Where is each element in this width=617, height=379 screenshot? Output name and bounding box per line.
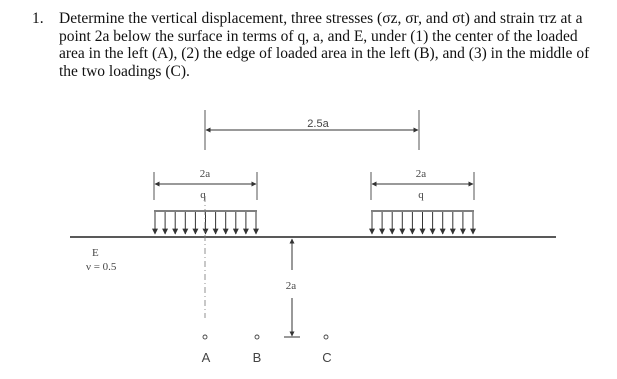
point-a — [202, 335, 211, 365]
point-b-label: B — [252, 350, 262, 365]
point-b — [253, 335, 262, 365]
left-load-arrows — [155, 212, 256, 234]
problem-number: 1. — [32, 10, 44, 27]
left-load-label: q — [200, 189, 206, 201]
modulus-label: E — [92, 247, 99, 259]
right-width-dimension — [371, 168, 474, 201]
right-width-label: 2a — [415, 168, 427, 180]
depth-dimension — [284, 239, 300, 337]
left-width-dimension — [154, 168, 257, 201]
point-c-label: C — [322, 350, 332, 365]
left-width-label: 2a — [199, 168, 211, 180]
point-c — [322, 335, 331, 365]
right-distributed-load — [371, 211, 474, 234]
spacing-label: 2.5a — [307, 118, 329, 130]
left-distributed-load — [154, 211, 257, 234]
right-load-arrows — [372, 212, 473, 234]
spacing-dimension — [205, 110, 419, 150]
right-load-label: q — [418, 189, 424, 201]
point-a-label: A — [201, 350, 211, 365]
problem-text: Determine the vertical displacement, three stresses (σz, σr, and σt) and strain τrz at a point 2a below the surface in terms of q, a, and E, under (1) the center of the loaded area in the left (A), (2) the edge of loaded area in the left (B), and (3) in the middle of the two loadings (C). — [59, 10, 590, 80]
depth-label: 2a — [285, 280, 297, 292]
poisson-label: ν = 0.5 — [86, 261, 117, 273]
